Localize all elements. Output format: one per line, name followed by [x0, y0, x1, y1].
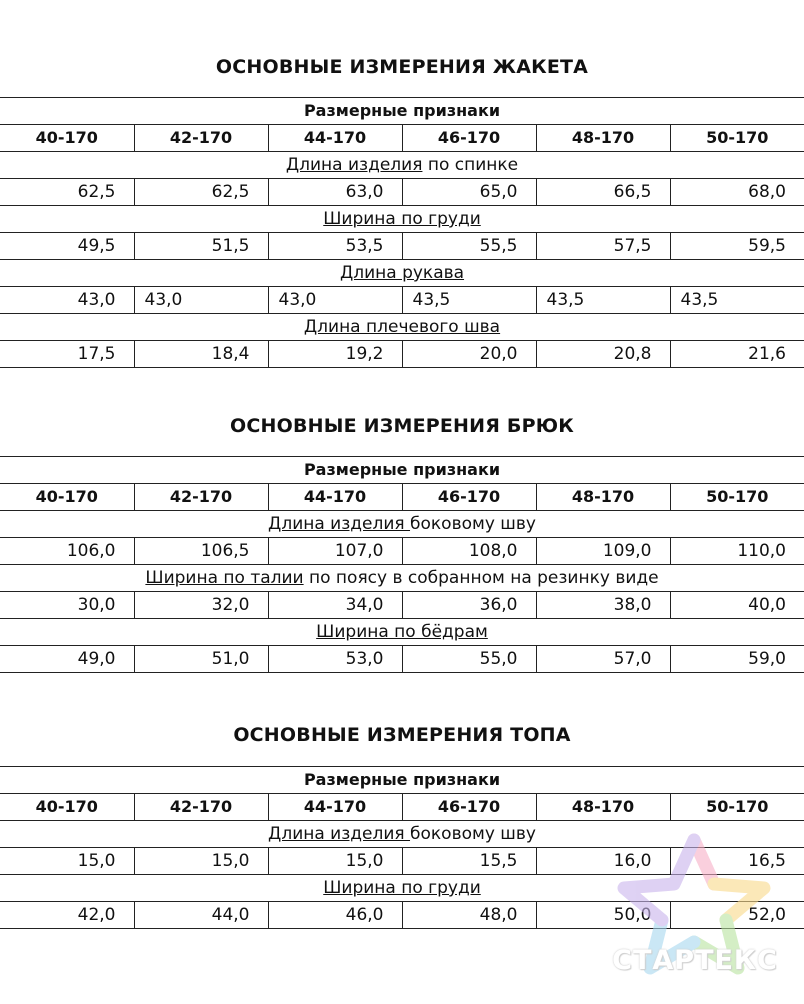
table-row: [0, 848, 804, 875]
size-header: 44-170: [268, 125, 402, 152]
measurement-label-main: Ширина по талии: [145, 568, 304, 588]
value-cell: 30,0: [0, 592, 134, 619]
value-cell: 32,0: [134, 592, 268, 619]
value-cell: 18,4: [134, 341, 268, 368]
measurement-label-rest: боковому шву: [410, 514, 536, 534]
value-cell: 50,0: [536, 902, 670, 929]
size-header: 48-170: [536, 794, 670, 821]
value-cell: 57,0: [536, 646, 670, 673]
value-cell: 15,0: [134, 848, 268, 875]
size-header: 42-170: [134, 794, 268, 821]
watermark-logo-text: СТАРТЕКС: [612, 945, 778, 976]
value-cell: 110,0: [670, 538, 804, 565]
table-row: [0, 179, 804, 206]
measurement-label: [0, 821, 804, 848]
measurement-label-rest: по спинке: [422, 155, 519, 175]
value-cell: 34,0: [268, 592, 402, 619]
value-cell: 15,0: [268, 848, 402, 875]
value-cell: 46,0: [268, 902, 402, 929]
value-cell: 43,5: [670, 287, 804, 314]
size-header: 46-170: [402, 125, 536, 152]
jacket-measurements-table: [0, 97, 804, 368]
value-cell: 43,5: [402, 287, 536, 314]
size-header: 46-170: [402, 484, 536, 511]
top-measurements-table: [0, 766, 804, 929]
table-row: [0, 287, 804, 314]
value-cell: 68,0: [670, 179, 804, 206]
size-header: 48-170: [536, 484, 670, 511]
value-cell: 107,0: [268, 538, 402, 565]
value-cell: 49,0: [0, 646, 134, 673]
value-cell: 16,5: [670, 848, 804, 875]
value-cell: 38,0: [536, 592, 670, 619]
measurement-label-main: Ширина по груди: [323, 209, 481, 229]
measurement-label-main: Длина изделия: [285, 155, 423, 175]
measurement-label: [0, 875, 804, 902]
value-cell: 51,5: [134, 233, 268, 260]
value-cell: 15,5: [402, 848, 536, 875]
table-caption: Размерные признаки: [0, 457, 804, 484]
size-header: 44-170: [268, 484, 402, 511]
measurement-label-main: Длина изделия: [268, 824, 411, 844]
value-cell: 43,5: [536, 287, 670, 314]
measurement-label: [0, 152, 804, 179]
size-header: 50-170: [670, 125, 804, 152]
value-cell: 49,5: [0, 233, 134, 260]
size-header: 50-170: [670, 484, 804, 511]
value-cell: 106,0: [0, 538, 134, 565]
size-header: 42-170: [134, 125, 268, 152]
value-cell: 59,5: [670, 233, 804, 260]
table-row: [0, 341, 804, 368]
measurement-label: [0, 260, 804, 287]
measurement-label-rest: по поясу в собранном на резинку виде: [303, 568, 659, 588]
measurement-label-main: Ширина по груди: [323, 878, 481, 898]
measurement-label: [0, 619, 804, 646]
top-section-title: ОСНОВНЫЕ ИЗМЕРЕНИЯ ТОПА: [233, 724, 571, 746]
value-cell: 53,5: [268, 233, 402, 260]
table-row: [0, 902, 804, 929]
value-cell: 57,5: [536, 233, 670, 260]
value-cell: 42,0: [0, 902, 134, 929]
value-cell: 59,0: [670, 646, 804, 673]
value-cell: 40,0: [670, 592, 804, 619]
measurement-label: [0, 565, 804, 592]
table-row: [0, 233, 804, 260]
size-header: 40-170: [0, 484, 134, 511]
size-header: 50-170: [670, 794, 804, 821]
value-cell: 48,0: [402, 902, 536, 929]
table-row: [0, 592, 804, 619]
measurement-label-main: Длина плечевого шва: [303, 317, 501, 337]
jacket-section-title: ОСНОВНЫЕ ИЗМЕРЕНИЯ ЖАКЕТА: [215, 56, 589, 78]
table-row: [0, 646, 804, 673]
size-header: 46-170: [402, 794, 536, 821]
value-cell: 43,0: [268, 287, 402, 314]
measurement-label-main: Длина изделия: [268, 514, 411, 534]
value-cell: 19,2: [268, 341, 402, 368]
size-header: 48-170: [536, 125, 670, 152]
value-cell: 106,5: [134, 538, 268, 565]
measurement-label-main: Длина рукава: [339, 263, 465, 283]
size-header: 44-170: [268, 794, 402, 821]
table-caption: Размерные признаки: [0, 98, 804, 125]
value-cell: 51,0: [134, 646, 268, 673]
value-cell: 43,0: [0, 287, 134, 314]
value-cell: 66,5: [536, 179, 670, 206]
value-cell: 65,0: [402, 179, 536, 206]
value-cell: 55,5: [402, 233, 536, 260]
value-cell: 62,5: [134, 179, 268, 206]
value-cell: 55,0: [402, 646, 536, 673]
measurement-label: [0, 511, 804, 538]
value-cell: 44,0: [134, 902, 268, 929]
value-cell: 17,5: [0, 341, 134, 368]
measurement-label-main: Ширина по бёдрам: [316, 622, 488, 642]
value-cell: 63,0: [268, 179, 402, 206]
measurement-label-rest: боковому шву: [410, 824, 536, 844]
size-header: 40-170: [0, 125, 134, 152]
value-cell: 36,0: [402, 592, 536, 619]
size-header: 40-170: [0, 794, 134, 821]
table-caption: Размерные признаки: [0, 767, 804, 794]
value-cell: 53,0: [268, 646, 402, 673]
size-header: 42-170: [134, 484, 268, 511]
value-cell: 15,0: [0, 848, 134, 875]
measurement-label: [0, 314, 804, 341]
value-cell: 52,0: [670, 902, 804, 929]
trousers-section-title: ОСНОВНЫЕ ИЗМЕРЕНИЯ БРЮК: [230, 415, 574, 437]
value-cell: 108,0: [402, 538, 536, 565]
value-cell: 43,0: [134, 287, 268, 314]
value-cell: 109,0: [536, 538, 670, 565]
value-cell: 20,0: [402, 341, 536, 368]
measurement-label: [0, 206, 804, 233]
value-cell: 62,5: [0, 179, 134, 206]
value-cell: 20,8: [536, 341, 670, 368]
value-cell: 21,6: [670, 341, 804, 368]
value-cell: 16,0: [536, 848, 670, 875]
trousers-measurements-table: [0, 456, 804, 673]
table-row: [0, 538, 804, 565]
